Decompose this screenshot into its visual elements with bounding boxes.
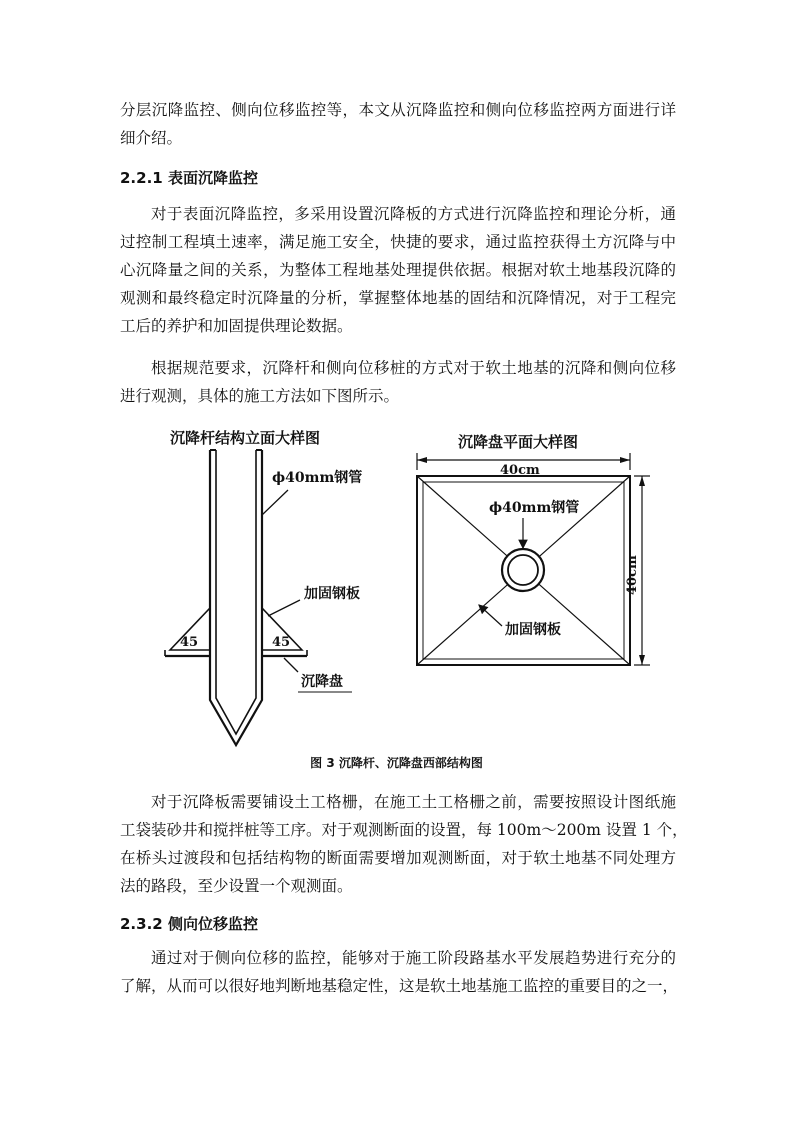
text-line: 对于表面沉降监控，多采用设置沉降板的方式进行沉降监控和理论分析，通 xyxy=(151,205,676,223)
plan-plate-arrow xyxy=(479,605,502,626)
section-heading-2-3-2 xyxy=(120,914,258,934)
text-line: 观测和最终稳定时沉降量的分析，掌握整体地基的固结和沉降情况，对于工程完 xyxy=(120,289,676,307)
text-line: 在桥头过渡段和包括结构物的断面需要增加观测断面，对于软土地基不同处理方 xyxy=(120,849,676,867)
text-line: 过控制工程填土速率，满足施工安全，快捷的要求，通过监控获得土方沉降与中 xyxy=(120,233,676,251)
paragraph-method xyxy=(120,354,676,410)
width-label: 40cm xyxy=(500,463,540,478)
text-line: 了解，从而可以很好地判断地基稳定性，这是软土地基施工监控的重要目的之一， xyxy=(120,977,679,995)
paragraph-lateral-displacement xyxy=(120,944,679,1000)
text-line: 根据规范要求，沉降杆和侧向位移桩的方式对于软土地基的沉降和侧向位移 xyxy=(151,359,676,377)
plan-title: 沉降盘平面大样图 xyxy=(458,433,579,451)
section-title: 表面沉降监控 xyxy=(167,169,258,187)
plate-label: 加固钢板 xyxy=(304,586,360,602)
steel-pipe-inner xyxy=(216,450,256,734)
dimension-arrow xyxy=(620,457,630,463)
disk-label: 沉降盘 xyxy=(301,674,343,690)
height-label: 40cm xyxy=(625,555,640,595)
text-line: 工后的养护和加固提供理论数据。 xyxy=(120,317,353,335)
settlement-diagram xyxy=(0,420,793,755)
pipe-label: ϕ40mm钢管 xyxy=(272,470,363,486)
disk-leader-line xyxy=(284,658,298,672)
dimension-arrow xyxy=(639,476,645,486)
paragraph-geogrid xyxy=(120,788,688,900)
elevation-title: 沉降杆结构立面大样图 xyxy=(170,429,321,447)
section-number: 2.2.1 xyxy=(120,169,163,187)
plan-plate-label: 加固钢板 xyxy=(505,622,561,638)
elevation-drawing xyxy=(165,429,362,745)
text-line: 分层沉降监控、侧向位移监控等，本文从沉降监控和侧向位移监控两方面进行详 xyxy=(120,101,676,119)
paragraph-surface-settlement xyxy=(120,200,676,340)
section-title: 侧向位移监控 xyxy=(167,915,258,933)
dimension-arrow xyxy=(639,655,645,665)
text-line: 法的路段，至少设置一个观测面。 xyxy=(120,877,353,895)
section-number: 2.3.2 xyxy=(120,915,163,933)
dimension-arrow xyxy=(417,457,427,463)
plan-pipe-label: ϕ40mm钢管 xyxy=(489,500,580,516)
text-line: 心沉降量之间的关系，为整体工程地基处理提供依据。根据对软土地基段沉降的 xyxy=(120,261,676,279)
intro-paragraph xyxy=(120,96,676,152)
plate-leader-line xyxy=(268,600,300,616)
angle-label-left: 45 xyxy=(180,635,199,650)
text-line: 细介绍。 xyxy=(120,129,183,147)
pipe-leader-line xyxy=(262,490,288,515)
pipe-bore xyxy=(508,555,538,585)
text-line: 对于沉降板需要铺设土工格栅，在施工土工格栅之前，需要按照设计图纸施 xyxy=(151,793,676,811)
text-line: 工袋装砂井和搅拌桩等工序。对于观测断面的设置，每 100m～200m 设置 1 个， xyxy=(120,821,688,839)
plan-drawing xyxy=(417,433,650,665)
text-line: 进行观测，具体的施工方法如下图所示。 xyxy=(120,387,400,405)
figure-caption: 图 3 沉降杆、沉降盘西部结构图 xyxy=(310,756,483,770)
section-heading-2-2-1 xyxy=(120,168,258,188)
angle-label-right: 45 xyxy=(272,635,291,650)
text-line: 通过对于侧向位移的监控，能够对于施工阶段路基水平发展趋势进行充分的 xyxy=(151,949,676,967)
